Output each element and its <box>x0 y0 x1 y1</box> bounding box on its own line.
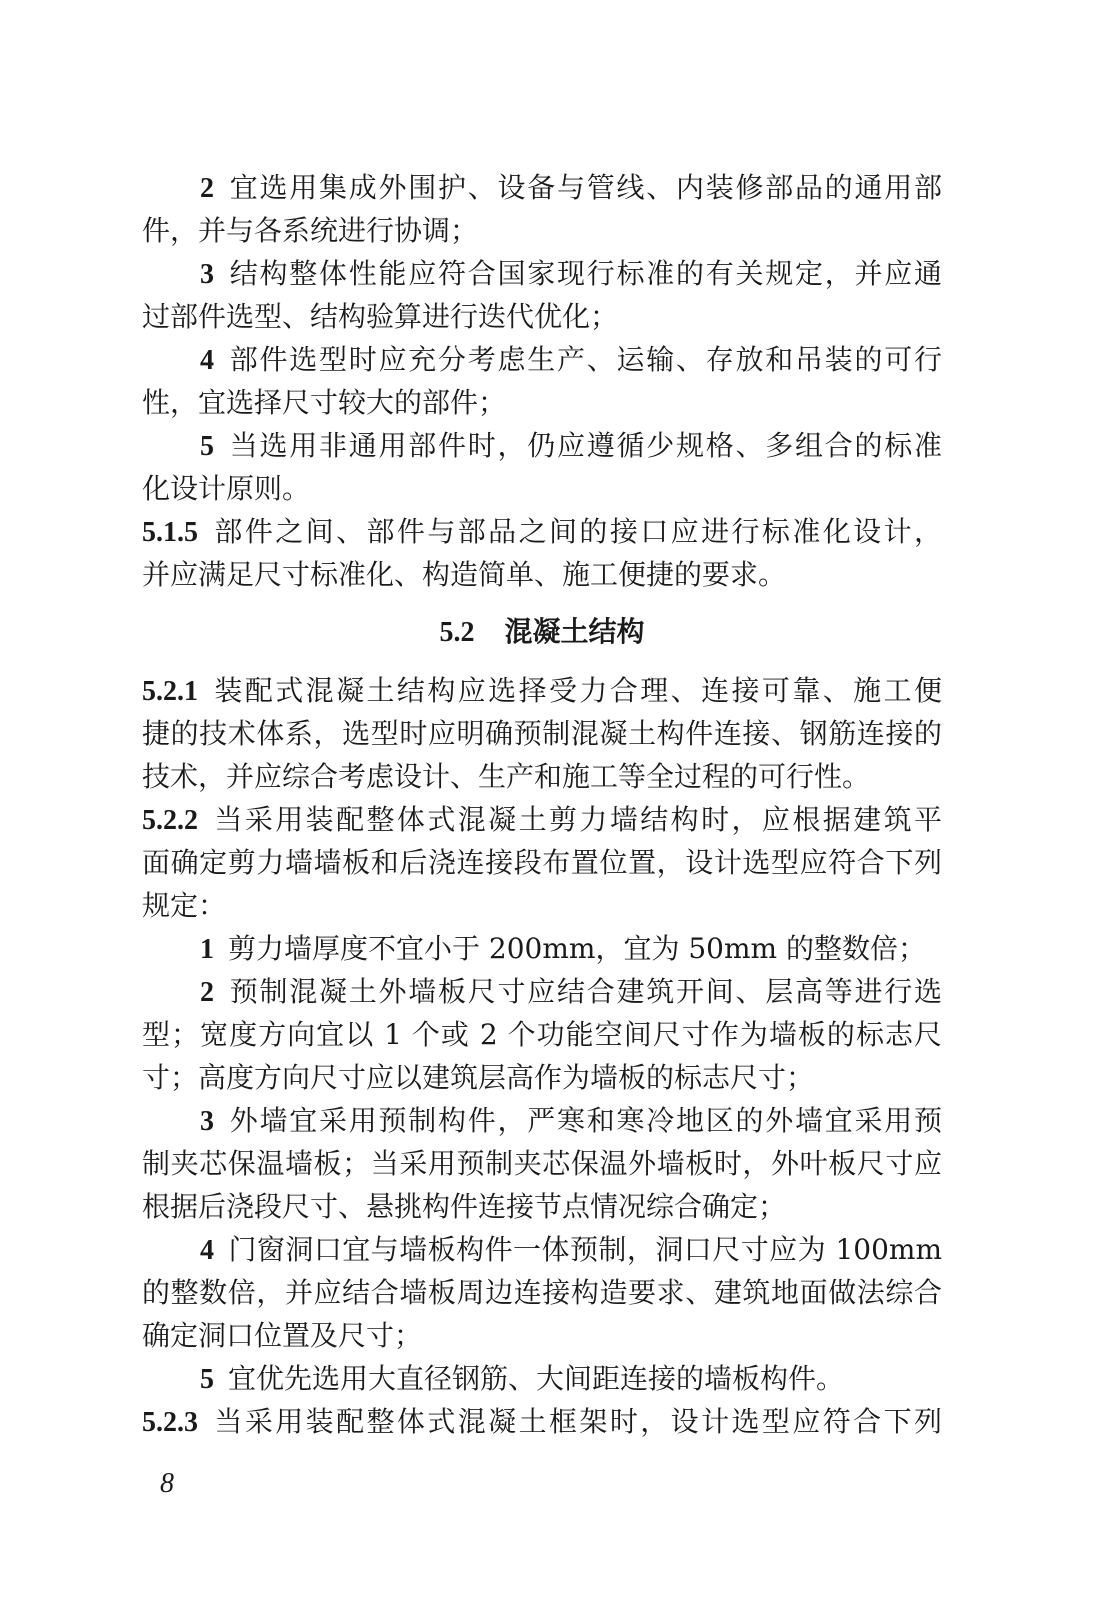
clause-line <box>142 755 942 798</box>
clause-line <box>142 669 942 712</box>
clause-line <box>142 553 942 596</box>
item-text: 化设计原则。 <box>142 472 311 505</box>
item-number: 5 <box>200 431 214 462</box>
clause-line <box>142 1400 942 1443</box>
item-text: 预制混凝土外墙板尺寸应结合建筑开间、层高等进行选 <box>228 975 942 1008</box>
clause-number: 5.2.2 <box>142 805 198 836</box>
clause-line <box>142 798 942 841</box>
item-text: 外墙宜采用预制构件，严寒和寒冷地区的外墙宜采用预 <box>228 1104 942 1137</box>
list-item-line <box>142 424 942 467</box>
clause-number: 5.1.5 <box>142 517 198 548</box>
item-number: 4 <box>200 345 214 376</box>
item-text: 宜选用集成外围护、设备与管线、内装修部品的通用部 <box>228 171 942 204</box>
item-number: 2 <box>200 173 214 204</box>
section-heading <box>142 610 942 653</box>
clause-line <box>142 884 942 927</box>
item-text: 根据后浇段尺寸、悬挑构件连接节点情况综合确定； <box>142 1190 787 1223</box>
item-text: 剪力墙厚度不宜小于 200mm，宜为 50mm 的整数倍； <box>228 932 926 965</box>
clause-text: 当采用装配整体式混凝土框架时，设计选型应符合下列 <box>212 1405 942 1438</box>
list-item-line <box>142 927 942 970</box>
list-item-line <box>142 1185 942 1228</box>
item-text: 制夹芯保温墙板；当采用预制夹芯保温外墙板时，外叶板尺寸应 <box>142 1147 942 1180</box>
list-item-line <box>142 1228 942 1271</box>
list-item-line <box>142 1099 942 1142</box>
item-number: 4 <box>200 1235 214 1266</box>
clause-text: 当采用装配整体式混凝土剪力墙结构时，应根据建筑平 <box>212 803 942 836</box>
list-item-line <box>142 381 942 424</box>
clause-line <box>142 841 942 884</box>
item-text: 结构整体性能应符合国家现行标准的有关规定，并应通 <box>228 257 942 290</box>
item-text: 宜优先选用大直径钢筋、大间距连接的墙板构件。 <box>228 1362 845 1395</box>
item-number: 2 <box>200 977 214 1008</box>
item-text: 寸；高度方向尺寸应以建筑层高作为墙板的标志尺寸； <box>142 1061 815 1094</box>
clause-text: 规定： <box>142 889 227 922</box>
item-text: 当选用非通用部件时，仍应遵循少规格、多组合的标准 <box>228 429 942 462</box>
page-body <box>142 166 942 1443</box>
clause-line <box>142 510 942 553</box>
clause-text: 并应满足尺寸标准化、构造简单、施工便捷的要求。 <box>142 558 787 591</box>
item-number: 1 <box>200 934 214 965</box>
list-item-line <box>142 1056 942 1099</box>
item-number: 5 <box>200 1364 214 1395</box>
list-item-line <box>142 338 942 381</box>
section-title: 混凝土结构 <box>504 615 645 648</box>
item-text: 件，并与各系统进行协调； <box>142 214 479 247</box>
list-item-line <box>142 1142 942 1185</box>
item-text: 型；宽度方向宜以 1 个或 2 个功能空间尺寸作为墙板的标志尺 <box>142 1018 942 1051</box>
item-text: 部件选型时应充分考虑生产、运输、存放和吊装的可行 <box>228 343 942 376</box>
clause-line <box>142 712 942 755</box>
list-item-line <box>142 970 942 1013</box>
list-item-line <box>142 166 942 209</box>
item-number: 3 <box>200 259 214 290</box>
list-item-line <box>142 1314 942 1357</box>
list-item-line <box>142 209 942 252</box>
section-number: 5.2 <box>439 617 475 648</box>
item-text: 门窗洞口宜与墙板构件一体预制，洞口尺寸应为 100mm <box>228 1233 942 1266</box>
list-item-line <box>142 1357 942 1400</box>
list-item-line <box>142 295 942 338</box>
list-item-line <box>142 1271 942 1314</box>
clause-number: 5.2.1 <box>142 676 198 707</box>
item-text: 的整数倍，并应结合墙板周边连接构造要求、建筑地面做法综合 <box>142 1276 942 1309</box>
item-number: 3 <box>200 1106 214 1137</box>
item-text: 性，宜选择尺寸较大的部件； <box>142 386 507 419</box>
clause-text: 捷的技术体系，选型时应明确预制混凝土构件连接、钢筋连接的 <box>142 717 942 750</box>
clause-text: 装配式混凝土结构应选择受力合理、连接可靠、施工便 <box>212 674 942 707</box>
item-text: 过部件选型、结构验算进行迭代优化； <box>142 300 619 333</box>
list-item-line <box>142 252 942 295</box>
list-item-line <box>142 467 942 510</box>
clause-text: 技术，并应综合考虑设计、生产和施工等全过程的可行性。 <box>142 760 871 793</box>
clause-text: 面确定剪力墙墙板和后浇连接段布置位置，设计选型应符合下列 <box>142 846 942 879</box>
page-number: 8 <box>160 1468 174 1499</box>
list-item-line <box>142 1013 942 1056</box>
item-text: 确定洞口位置及尺寸； <box>142 1319 423 1352</box>
clause-text: 部件之间、部件与部品之间的接口应进行标准化设计， <box>212 515 942 548</box>
clause-number: 5.2.3 <box>142 1407 198 1438</box>
